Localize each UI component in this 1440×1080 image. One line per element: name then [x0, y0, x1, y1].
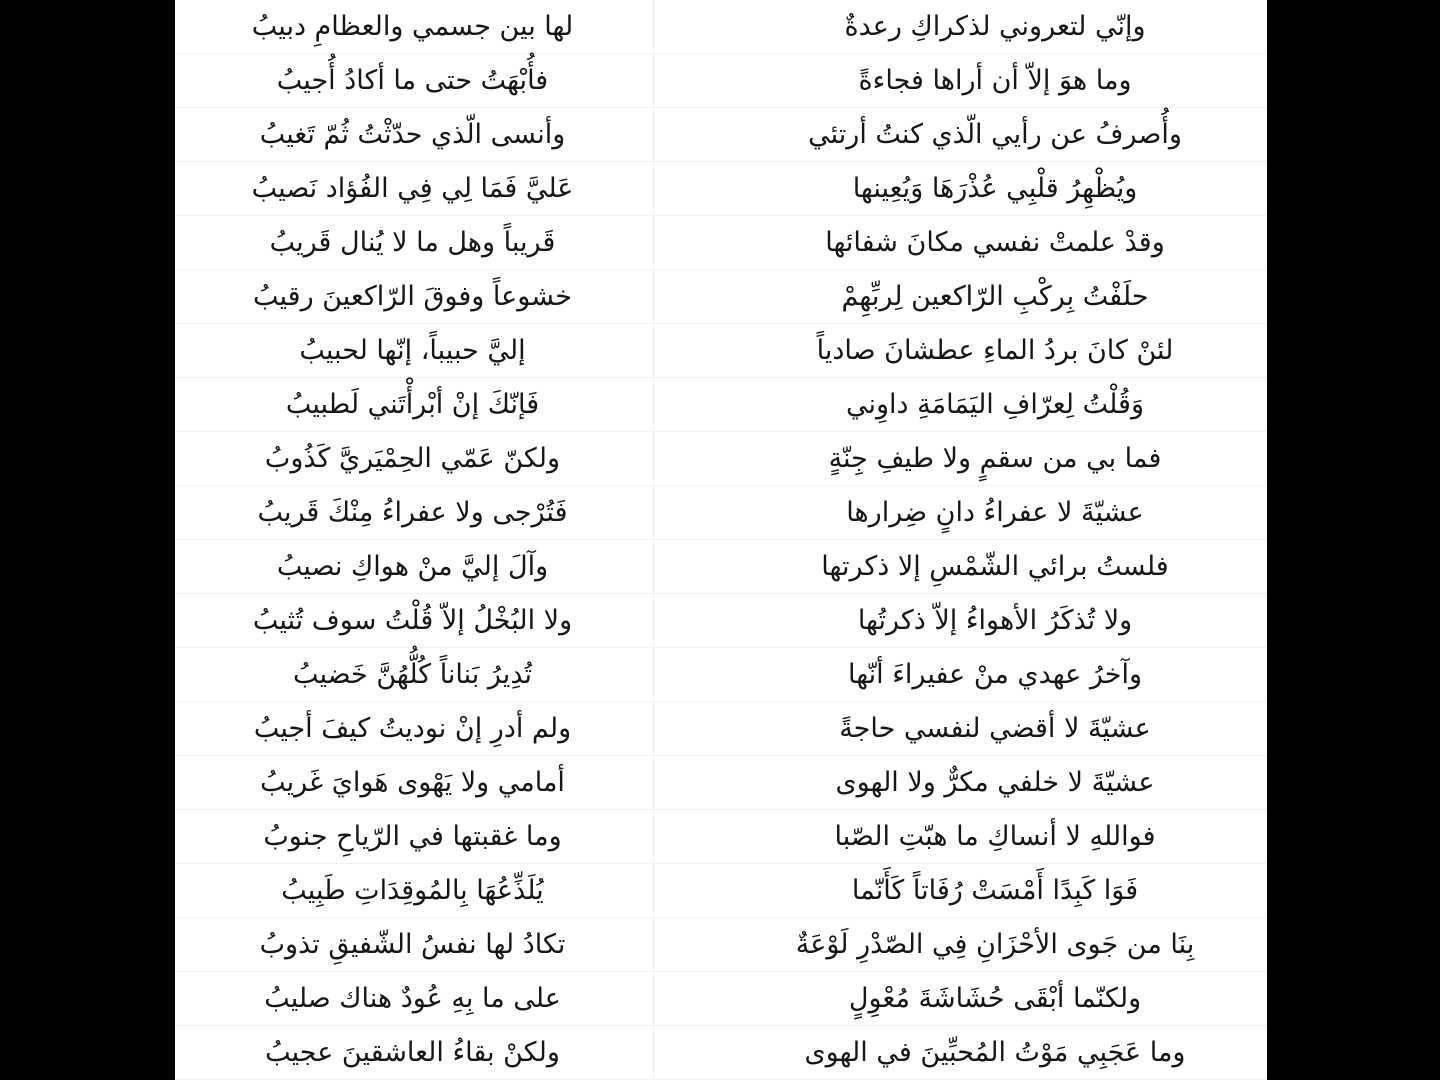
verse-row: [175, 810, 1267, 864]
verse-first-hemistich: وما هوَ إلاّ أن أراها فجاءةً: [858, 65, 1132, 96]
verse-row: [175, 216, 1267, 270]
verse-first-hemistich: ويُظْهِرُ قلْبِي عُذْرَهَا وَيُعِينها: [852, 173, 1138, 204]
verse-row: [175, 702, 1267, 756]
verse-row: [175, 594, 1267, 648]
verse-second-hemistich: ولم أدرِ إنْ نوديتُ كيفَ أجيبُ: [253, 713, 572, 744]
verse-row: [175, 108, 1267, 162]
verse-first-hemistich: فواللهِ لا أنساكِ ما هبّتِ الصّبا: [834, 821, 1156, 852]
verse-second-hemistich: وأنسى الّذي حدّثْتُ ثُمّ تَغيبُ: [259, 119, 566, 150]
verse-first-hemistich: وآخرُ عهدي منْ عفيراءَ أنّها: [847, 659, 1143, 690]
verse-second-hemistich: لها بين جسمي والعظامِ دبيبُ: [251, 11, 574, 42]
verse-first-hemistich: فلستُ برائي الشّمْسِ إلا ذكرتها: [821, 551, 1169, 582]
verse-second-hemistich: فأُبْهَتُ حتى ما أكادُ أُجيبُ: [276, 65, 549, 96]
verse-first-hemistich: فما بي من سقمٍ ولا طيفِ جِنّةٍ: [828, 443, 1162, 474]
verse-row: [175, 432, 1267, 486]
verse-row: [175, 972, 1267, 1026]
verse-second-hemistich: تكادُ لها نفسُ الشّفيقِ تذوبُ: [259, 929, 566, 960]
verse-first-hemistich: وأُصرفُ عن رأيي الّذي كنتُ أرتئي: [808, 119, 1182, 150]
verse-second-hemistich: ولكنْ بقاءُ العاشقينَ عجيبُ: [265, 1037, 560, 1068]
poem-verses: [175, 0, 1267, 1080]
verse-first-hemistich: عشيّةَ لا خلفي مكرٌّ ولا الهوى: [835, 767, 1155, 798]
verse-first-hemistich: وَقُلْتُ لِعرّافِ اليَمَامَةِ داوِني: [845, 389, 1144, 420]
verse-row: [175, 918, 1267, 972]
verse-second-hemistich: عَليَّ فَمَا لِي فِي الفُؤاد نَصيبُ: [251, 173, 574, 204]
verse-row: [175, 486, 1267, 540]
verse-second-hemistich: يُلَذِّعُهَا بِالمُوقِدَاتِ طَبِيبُ: [281, 875, 544, 906]
column-divider: [653, 0, 654, 1080]
verse-second-hemistich: فَتُرْجى ولا عفراءُ مِنْكَ قَريبُ: [257, 497, 568, 528]
verse-first-hemistich: وما عَجَبِي مَوْتُ المُحبِّينَ في الهوى: [804, 1037, 1186, 1068]
verse-first-hemistich: عشيّةَ لا أقضي لنفسي حاجةً: [839, 713, 1151, 744]
verse-row: [175, 756, 1267, 810]
verse-second-hemistich: على ما بِهِ عُودٌ هناك صليبُ: [264, 983, 561, 1014]
verse-first-hemistich: عشيّةَ لا عفراءُ دانٍ ضِرارها: [846, 497, 1144, 528]
verse-row: [175, 378, 1267, 432]
verse-first-hemistich: ولكنّما أبْقَى حُشَاشَةَ مُعْوِلٍ: [848, 983, 1142, 1014]
verse-row: [175, 162, 1267, 216]
verse-second-hemistich: ولكنّ عَمّي الحِمْيَريَّ كَذُوبُ: [264, 443, 561, 474]
verse-row: [175, 1026, 1267, 1080]
verse-first-hemistich: بِنَا من جَوى الأحْزَانِ فِي الصّدْرِ لَوْعَةٌ: [795, 929, 1195, 960]
verse-second-hemistich: فَإنّكَ إنْ أبْرأْتَني لَطبيبُ: [285, 389, 540, 420]
verse-first-hemistich: وإنّي لتعروني لذكراكِ رعدةٌ: [844, 11, 1146, 42]
verse-second-hemistich: أمامي ولا يَهْوى هَوايَ غَريبُ: [260, 767, 565, 798]
poem-page: [175, 0, 1267, 1080]
verse-first-hemistich: حلَفْتُ بِركْبِ الرّاكعين لِربِّهِمْ: [841, 281, 1149, 312]
verse-first-hemistich: فَوَا كَبِدًا أَمْسَتْ رُفَاتاً كَأَنّما: [851, 875, 1139, 906]
verse-first-hemistich: وقدْ علمتْ نفسي مكانَ شفائها: [825, 227, 1165, 258]
verse-row: [175, 324, 1267, 378]
verse-row: [175, 54, 1267, 108]
verse-row: [175, 864, 1267, 918]
verse-second-hemistich: إليَّ حبيباً، إنّها لحبيبُ: [299, 335, 526, 366]
verse-second-hemistich: خشوعاً وفوقَ الرّاكعينَ رقيبُ: [253, 281, 572, 312]
verse-row: [175, 0, 1267, 54]
verse-second-hemistich: قَريباً وهل ما لا يُنال قَريبُ: [269, 227, 556, 258]
verse-row: [175, 540, 1267, 594]
verse-second-hemistich: وما غقبتها في الرّياحِ جنوبُ: [263, 821, 562, 852]
verse-row: [175, 648, 1267, 702]
verse-second-hemistich: وآلَ إليَّ منْ هواكِ نصيبُ: [276, 551, 549, 582]
verse-second-hemistich: ولا البُخْلُ إلاّ قُلْتُ سوف تُثيبُ: [252, 605, 573, 636]
verse-second-hemistich: تُدِيرُ بَناناً كُلُّهُنَّ خَضيبُ: [292, 659, 533, 690]
verse-first-hemistich: ولا تُذكَرُ الأهواءُ إلاّ ذكرتُها: [857, 605, 1133, 636]
verse-first-hemistich: لئنْ كانَ بردُ الماءِ عطشانَ صادياً: [816, 335, 1174, 366]
verse-row: [175, 270, 1267, 324]
